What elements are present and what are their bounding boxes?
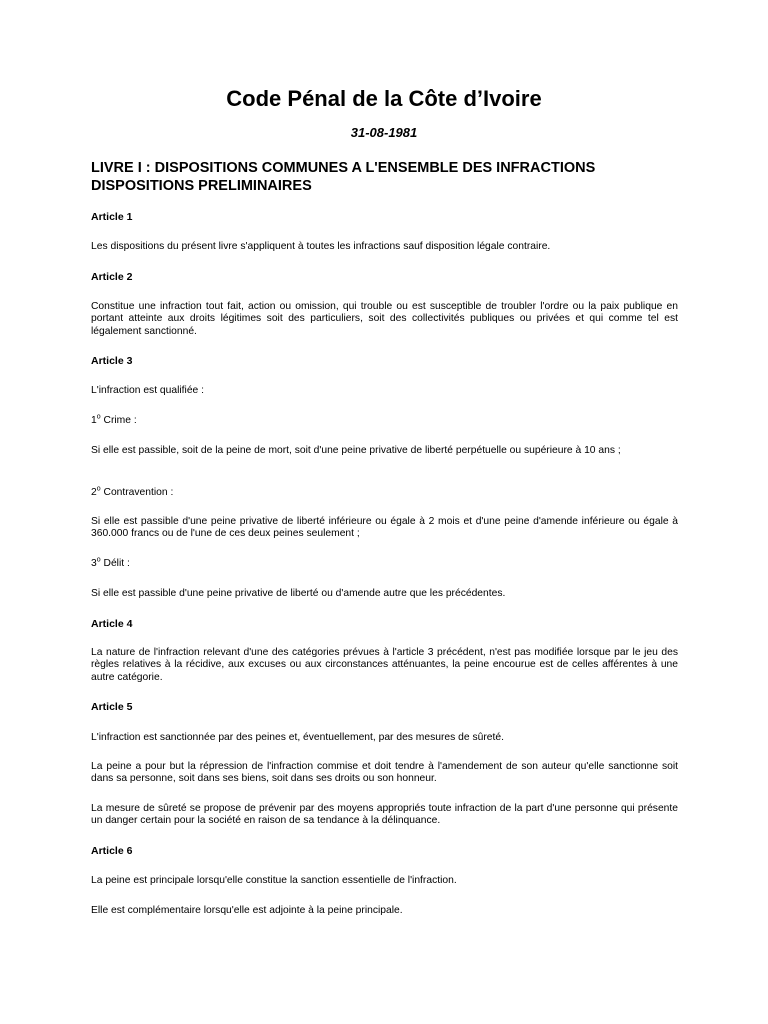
article-2-heading: Article 2 (91, 271, 133, 283)
article-3-item-1-label (91, 415, 678, 427)
article-5-text-2: La peine a pour but la répression de l'infraction commise et doit tendre à l'amendement de son auteur qu'elle sanctionne soit dans sa personne, soit dans ses biens, soit dans ses droits ou son honneur. (91, 761, 678, 785)
article-1-paragraph (91, 241, 678, 253)
article-3-heading: Article 3 (91, 355, 133, 367)
article-5-paragraph-1 (91, 732, 678, 744)
article-3-item-2-text (91, 516, 678, 541)
item-2-label: Contravention : (100, 487, 174, 498)
article-4-paragraph (91, 647, 678, 684)
article-6-text-2: Elle est complémentaire lorsqu'elle est adjointe à la peine principale. (91, 905, 403, 916)
article-3-item-3-text (91, 588, 678, 600)
document-title: Code Pénal de la Côte d’Ivoire (226, 86, 542, 111)
article-6-paragraph-2 (91, 905, 678, 917)
article-3-intro (91, 385, 678, 397)
article-3-item-3-label (91, 558, 678, 570)
article-3-item-1-text (91, 445, 678, 457)
article-1-text: Les dispositions du présent livre s'appliquent à toutes les infractions sauf disposition légale contraire. (91, 241, 551, 252)
article-5-paragraph-3 (91, 803, 678, 828)
article-5-heading: Article 5 (91, 701, 133, 713)
item-3-number: 3 (91, 558, 97, 569)
article-2-paragraph (91, 301, 678, 338)
item-3-label: Délit : (100, 558, 130, 569)
item-3-ordinal: o (96, 556, 101, 564)
item-3-text: Si elle est passible d'une peine privative de liberté ou d'amende autre que les précédentes. (91, 588, 506, 599)
item-1-label: Crime : (100, 415, 137, 426)
book-heading-line-1: LIVRE I : DISPOSITIONS COMMUNES A L'ENSEMBLE DES INFRACTIONS (91, 160, 596, 176)
document-date: 31-08-1981 (350, 125, 418, 140)
article-5-text-1: L'infraction est sanctionnée par des peines et, éventuellement, par des mesures de sûreté. (91, 732, 504, 743)
article-4-heading: Article 4 (91, 618, 133, 630)
book-heading (91, 159, 691, 195)
article-6-heading: Article 6 (91, 845, 133, 857)
item-1-text: Si elle est passible, soit de la peine de mort, soit d'une peine privative de liberté perpétuelle ou supérieure à 10 ans ; (91, 445, 621, 456)
item-1-ordinal: o (96, 413, 101, 421)
item-2-number: 2 (91, 487, 97, 498)
article-4-text: La nature de l'infraction relevant d'une des catégories prévues à l'article 3 précédent, n'est pas modifiée lorsque par le jeu des règles relatives à la récidive, aux excuses ou aux circonstances atténuantes, la peine encourue est de celles afférentes à une autre catégorie. (91, 647, 678, 683)
article-1-heading: Article 1 (91, 211, 133, 223)
article-5-text-3: La mesure de sûreté se propose de prévenir par des moyens appropriés toute infraction de la part d'une personne qui présente un danger certain pour la société en raison de sa tendance à la délinquance. (91, 803, 678, 827)
article-5-paragraph-2 (91, 761, 678, 786)
item-1-number: 1 (91, 415, 97, 426)
article-2-text: Constitue une infraction tout fait, action ou omission, qui trouble ou est susceptible de troubler l'ordre ou la paix publique en portant atteinte aux droits légitimes soit des particuliers, soit des collectivités publiques ou privées et qui comme tel est légalement sanctionné. (91, 301, 678, 337)
book-heading-line-2: DISPOSITIONS PRELIMINAIRES (91, 178, 312, 194)
item-2-text: Si elle est passible d'une peine privative de liberté inférieure ou égale à 2 mois et d'une peine d'amende inférieure ou égale à 360.000 francs ou de l'une de ces deux peines seulement ; (91, 516, 678, 540)
article-6-paragraph-1 (91, 875, 678, 887)
article-6-text-1: La peine est principale lorsqu'elle constitue la sanction essentielle de l'infraction. (91, 875, 457, 886)
article-3-intro-text: L'infraction est qualifiée : (91, 385, 205, 396)
item-2-ordinal: o (96, 485, 101, 493)
article-3-item-2-label (91, 487, 678, 499)
